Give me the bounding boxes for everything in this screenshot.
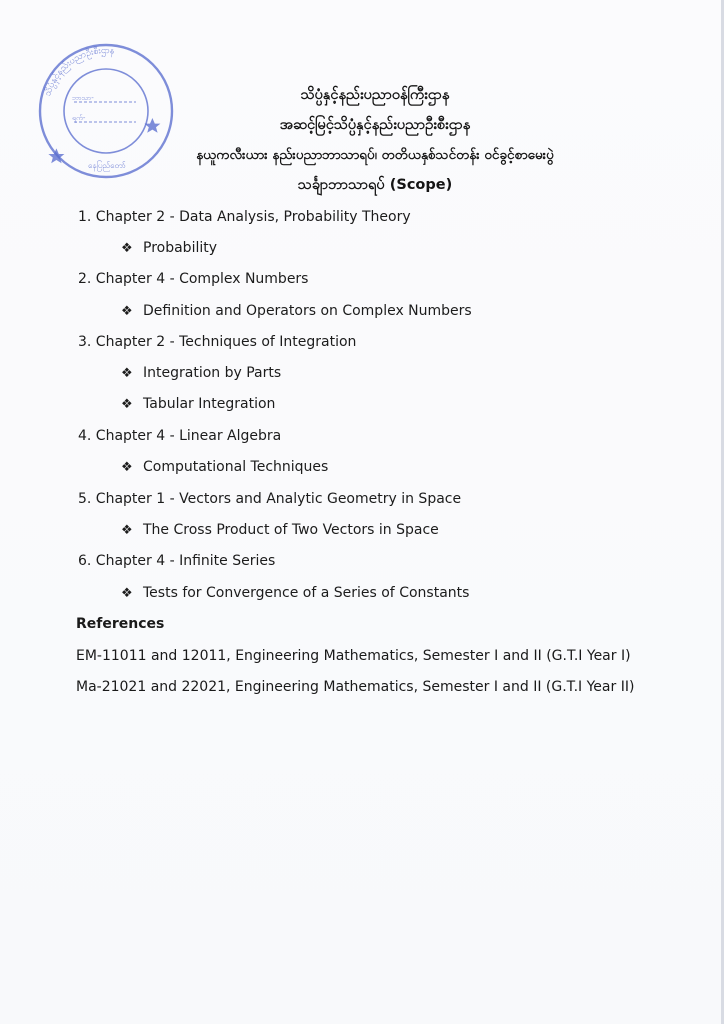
topic-item <box>121 365 281 381</box>
ministry-title: သိပ္ပံနှင့်နည်းပညာဝန်ကြီးဌာန <box>300 87 450 103</box>
diamond-bullet-icon: ❖ <box>121 460 133 475</box>
topic-item <box>121 396 275 412</box>
reference-item: EM-11011 and 12011, Engineering Mathematics, Semester I and II (G.T.I Year I) <box>76 648 631 664</box>
exam-title-prefix: နယူကလီးယား <box>196 147 268 163</box>
exam-title <box>150 146 600 166</box>
diamond-bullet-icon: ❖ <box>121 241 133 256</box>
reference-item: Ma-21021 and 22021, Engineering Mathematics, Semester I and II (G.T.I Year II) <box>76 679 635 695</box>
exam-title-rest: နည်းပညာဘာသာရပ်၊ တတိယနှစ်သင်တန်း ဝင်ခွင့်စာမေးပွဲ <box>272 147 554 163</box>
topic-item <box>121 303 472 319</box>
diamond-bullet-icon: ❖ <box>121 523 133 538</box>
topic-label: Probability <box>143 240 218 256</box>
chapter-item: 6. Chapter 4 - Infinite Series <box>78 553 276 569</box>
diamond-bullet-icon: ❖ <box>121 304 133 319</box>
svg-text:ဘာသာ-: ဘာသာ- <box>72 94 94 102</box>
diamond-bullet-icon: ❖ <box>121 586 133 601</box>
stamp-ring-text: သိပ္ပံနှင့်နည်းပညာဦးစီးဌာန <box>43 45 115 98</box>
subject-title: သင်္ချာဘာသာရပ် (Scope) <box>297 177 453 193</box>
diamond-bullet-icon: ❖ <box>121 397 133 412</box>
chapter-item: 1. Chapter 2 - Data Analysis, Probability Theory <box>78 209 411 225</box>
chapter-item: 2. Chapter 4 - Complex Numbers <box>78 271 309 287</box>
topic-label: Computational Techniques <box>143 459 329 475</box>
svg-text:ရက်-: ရက်- <box>72 114 86 122</box>
diamond-bullet-icon: ❖ <box>121 366 133 381</box>
svg-text:နေပြည်တော်: နေပြည်တော် <box>88 161 126 170</box>
chapter-item: 3. Chapter 2 - Techniques of Integration <box>78 334 357 350</box>
topic-label: Tests for Convergence of a Series of Constants <box>143 585 470 601</box>
chapter-item: 5. Chapter 1 - Vectors and Analytic Geometry in Space <box>78 491 462 507</box>
topic-item <box>121 240 217 256</box>
topic-label: Integration by Parts <box>143 365 282 381</box>
topic-item <box>121 522 439 538</box>
chapter-item: 4. Chapter 4 - Linear Algebra <box>78 428 282 444</box>
topic-item <box>121 459 328 475</box>
topic-item <box>121 585 469 601</box>
topic-label: Definition and Operators on Complex Numbers <box>143 303 472 319</box>
references-heading: References <box>76 616 165 632</box>
topic-label: Tabular Integration <box>143 396 276 412</box>
department-title: အဆင့်မြင့်သိပ္ပံနှင့်နည်းပညာဦးစီးဌာန <box>279 117 471 133</box>
topic-label: The Cross Product of Two Vectors in Space <box>143 522 439 538</box>
